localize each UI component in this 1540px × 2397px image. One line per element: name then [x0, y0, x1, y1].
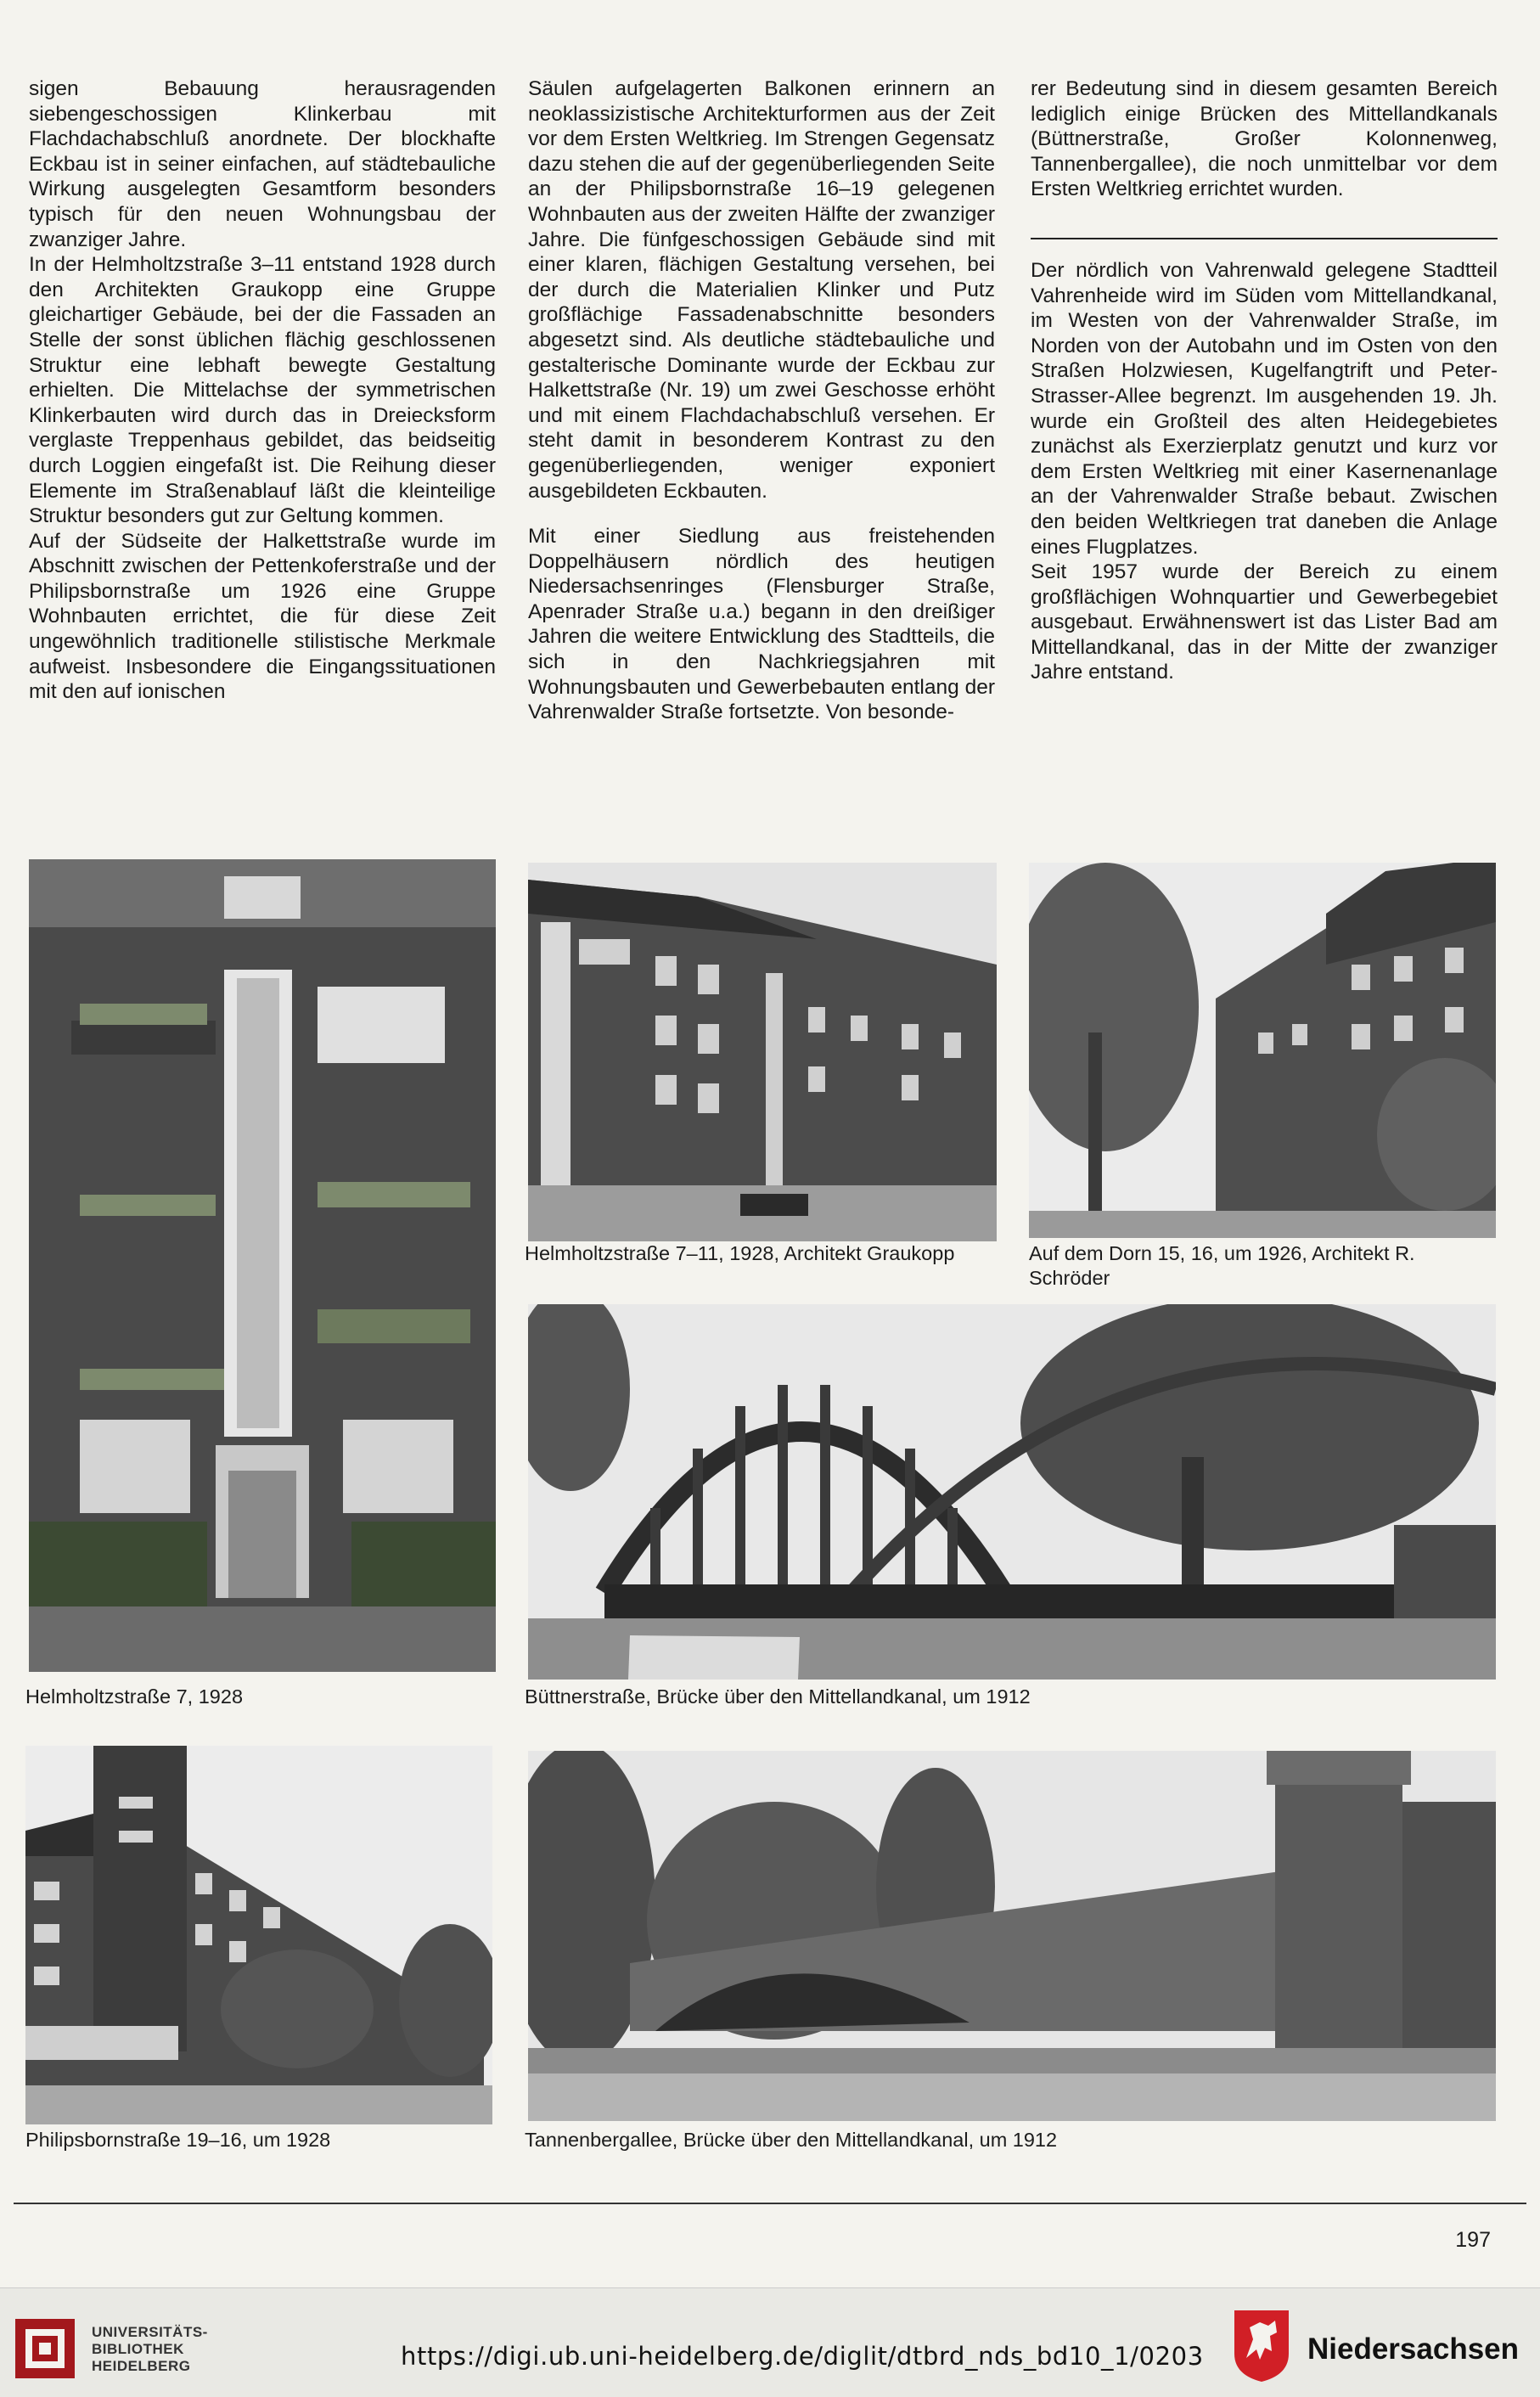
library-name-line: BIBLIOTHEK [92, 2341, 184, 2357]
photo-helmholtzstrasse-7-11 [528, 863, 997, 1241]
library-name-line: UNIVERSITÄTS- [92, 2324, 208, 2340]
library-name-line: HEIDELBERG [92, 2358, 191, 2374]
photo-philipsbornstrasse [25, 1746, 492, 2124]
caption-helmholtzstrasse-7: Helmholtzstraße 7, 1928 [25, 1685, 244, 1708]
page-number: 197 [1455, 2228, 1491, 2252]
ub-heidelberg-logo-icon[interactable] [15, 2319, 75, 2378]
caption-helmholtzstrasse-7-11: Helmholtzstraße 7–11, 1928, Architekt Graukopp [525, 1242, 955, 1264]
paragraph: In der Helmholtzstraße 3–11 entstand 1928 durch den Architekten Graukopp eine Gruppe gleichartiger Gebäude, bei der die Fassaden an Stelle der sonst üblichen flächig geschlossenen Struktur eine lebhaft bewegte Gestaltung erhielten. Die Mittelachse der symmetrischen Klinkerbauten wird durch das in Dreiecksform verglaste Treppenhaus gebildet, das beidseitig durch Loggien eingefaßt ist. Die Reihung dieser Elemente im Straßenablauf läßt die kleinteilige Struktur besonders gut zur Geltung kommen. [29, 253, 496, 528]
caption-auf-dem-dorn: Auf dem Dorn 15, 16, um 1926, Architekt R. Schröder [1029, 1242, 1415, 1289]
text-column-1 [29, 76, 496, 705]
state-name: Niedersachsen [1307, 2332, 1520, 2366]
paragraph: Der nördlich von Vahrenwald gelegene Stadtteil Vahrenheide wird im Süden vom Mittellandkanal, im Westen von der Vahrenwalder Straße, im Norden von der Autobahn und im Osten von den Straßen Holzwiesen, Kugelfangtrift und Peter-Strasser-Allee begrenzt. Im ausgehenden 19. Jh. wurde ein Großteil des alten Heidegebietes zunächst als Exerzierplatz genutzt und kurz vor dem Ersten Weltkrieg mit einer Kasernenanlage an der Vahrenwalder Straße bebaut. Zwischen den beiden Weltkriegen trat daneben die Anlage eines Flugplatzes. [1031, 258, 1498, 559]
photo-auf-dem-dorn [1029, 863, 1496, 1238]
paragraph: Auf der Südseite der Halkettstraße wurde im Abschnitt zwischen der Pettenkoferstraße und der Philipsbornstraße um 1926 eine Gruppe Wohnbauten errichtet, die für diese Zeit ungewöhnlich traditionelle stilistische Merkmale aufweist. Insbesondere die Eingangssituationen mit den auf ionischen [29, 529, 496, 704]
text-column-3 [1031, 76, 1498, 685]
bottom-rule [14, 2203, 1526, 2204]
library-name[interactable] [92, 2324, 208, 2375]
text-column-2 [528, 76, 995, 725]
paragraph: Seit 1957 wurde der Bereich zu einem großflächigen Wohnquartier und Gewerbegebiet ausgebaut. Erwähnenswert ist das Lister Bad am Mittellandkanal, das in der Mitte der zwanziger Jahre entstand. [1031, 560, 1498, 684]
paragraph: Säulen aufgelagerten Balkonen erinnern an neoklassizistische Architekturformen aus der Zeit vor dem Ersten Weltkrieg. Im Strengen Gegensatz dazu stehen die auf der gegenüberliegenden Seite an der Philipsbornstraße 16–19 gelegenen Wohnbauten aus der zweiten Hälfte der zwanziger Jahre. Die fünfgeschossigen Gebäude sind mit einer klaren, flächigen Gestaltung versehen, bei der durch die Materialien Klinker und Putz großflächige Fassadenabschnitte besonders abgesetzt sind. Als deutliche städtebauliche und gestalterische Dominante wurde der Eckbau zur Halkettstraße (Nr. 19) um zwei Geschosse erhöht und mit einem Flachdachabschluß versehen. Er steht damit in besonderem Kontrast zu den gegenüberliegenden, weniger exponiert ausgebildeten Eckbauten. [528, 77, 995, 503]
caption-tannenbergallee: Tannenbergallee, Brücke über den Mittellandkanal, um 1912 [525, 2129, 1058, 2151]
paragraph: sigen Bebauung herausragenden siebengeschossigen Klinkerbau mit Flachdachabschluß anordnete. Der blockhafte Eckbau ist in seiner einfachen, auf städtebauliche Wirkung ausgelegten Gesamtform besonders typisch für den neuen Wohnungsbau der zwanziger Jahre. [29, 77, 496, 251]
section-heading [1031, 231, 1498, 239]
caption-philipsbornstrasse: Philipsbornstraße 19–16, um 1928 [25, 2129, 331, 2151]
footer-bar [0, 2287, 1540, 2397]
photo-tannenbergallee-bruecke [528, 1751, 1496, 2121]
photo-helmholtzstrasse-7 [29, 859, 496, 1672]
paragraph: Mit einer Siedlung aus freistehenden Doppelhäusern nördlich des heutigen Niedersachsenringes (Flensburger Straße, Apenrader Straße u.a.) begann in den dreißiger Jahren die weitere Entwicklung des Stadtteils, die sich in den Nachkriegsjahren mit Wohnungsbauten und Gewerbebauten entlang der Vahrenwalder Straße fortsetzte. Von besonde- [528, 525, 995, 724]
photo-buettnerstrasse-bruecke [528, 1304, 1496, 1680]
caption-buettnerstrasse: Büttnerstraße, Brücke über den Mittellandkanal, um 1912 [525, 1685, 1031, 1708]
permalink-url[interactable]: https://digi.ub.uni-heidelberg.de/diglit/dtbrd_nds_bd10_1/0203 [401, 2342, 1204, 2371]
niedersachsen-horse-icon [1231, 2307, 1292, 2383]
paragraph: rer Bedeutung sind in diesem gesamten Bereich lediglich einige Brücken des Mittellandkanals (Büttnerstraße, Großer Kolonnenweg, Tannenbergallee), die noch unmittelbar vor dem Ersten Weltkrieg errichtet wurden. [1031, 77, 1498, 201]
